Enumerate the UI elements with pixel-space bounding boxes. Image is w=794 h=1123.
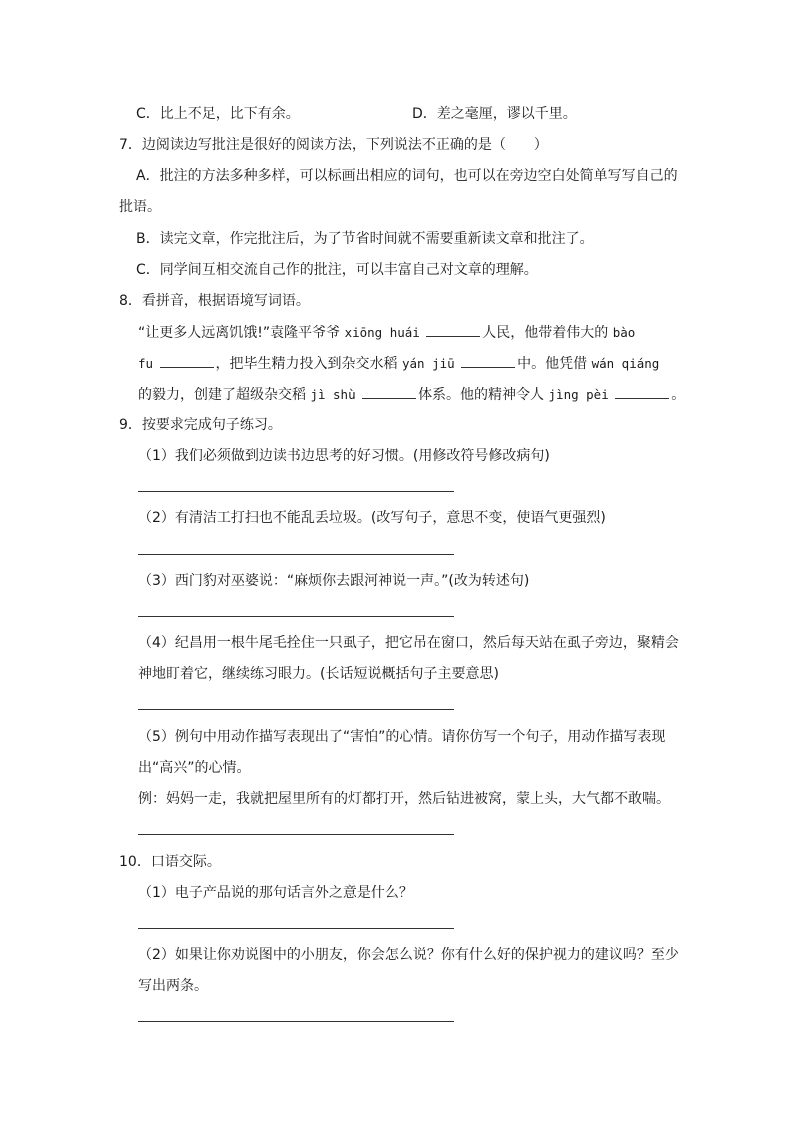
q8-text: “让更多人远离饥饿!”袁隆平爷爷 xyxy=(138,325,341,341)
q9-sub-4: （4）纪昌用一根牛尾毛拴住一只虱子，把它吊在窗口，然后每天站在虱子旁边，聚精会 xyxy=(138,635,679,651)
q10-sub-1: （1）电子产品说的那句话言外之意是什么？ xyxy=(138,885,413,901)
blank-5[interactable] xyxy=(362,384,416,399)
q6-option-c: C．比上不足，比下有余。 xyxy=(136,106,300,122)
q8-text: 的毅力，创建了超级杂交稻 xyxy=(138,387,306,403)
q9-sub-1: （1）我们必须做到边读书边思考的好习惯。(用修改符号修改病句) xyxy=(138,448,550,464)
q7-option-c: C．同学间互相交流自己作的批注，可以丰富自己对文章的理解。 xyxy=(136,262,538,278)
q9-stem: 9．按要求完成句子练习。 xyxy=(119,417,282,433)
q8-text: 中。他凭借 xyxy=(517,356,588,372)
pinyin-fu: fu xyxy=(138,356,154,371)
q8-text: 体系。他的精神令人 xyxy=(418,387,545,403)
blank-3[interactable] xyxy=(461,353,515,368)
pinyin-yan-jiu: yán jiū xyxy=(401,356,455,371)
q7-option-a: A．批注的方法多种多样，可以标画出相应的词句，也可以在旁边空白处简单写写自己的 xyxy=(136,168,678,184)
answer-line-9-1[interactable] xyxy=(138,491,454,492)
blank-6[interactable] xyxy=(615,384,669,399)
q9-sub-2: （2）有清洁工打扫也不能乱丢垃圾。(改写句子，意思不变，使语气更强烈) xyxy=(138,510,606,526)
answer-line-9-4[interactable] xyxy=(138,709,454,710)
q8-text: ，把毕生精力投入到杂交水稻 xyxy=(215,356,398,372)
q9-sub-3: （3）西门豹对巫婆说：“麻烦你去跟河神说一声。”(改为转述句) xyxy=(138,573,530,589)
q9-sub-5-example: 例：妈妈一走，我就把屋里所有的灯都打开，然后钻进被窝，蒙上头，大气都不敢喘。 xyxy=(138,791,670,807)
answer-line-9-2[interactable] xyxy=(138,554,454,555)
q7-stem: 7．边阅读边写批注是很好的阅读方法，下列说法不正确的是（ ） xyxy=(119,137,548,153)
pinyin-ji-shu: jì shù xyxy=(310,387,356,402)
q9-sub-4-cont: 神地盯着它，继续练习眼力。(长话短说概括句子主要意思) xyxy=(138,666,499,682)
q8-line-3 xyxy=(138,384,685,404)
q10-stem: 10．口语交际。 xyxy=(119,854,221,870)
q10-sub-2: （2）如果让你劝说图中的小朋友，你会怎么说？你有什么好的保护视力的建议吗？至少 xyxy=(138,947,679,963)
q8-text: 人民，他带着伟大的 xyxy=(482,325,609,341)
q8-stem: 8．看拼音，根据语境写词语。 xyxy=(119,293,310,309)
answer-line-9-5[interactable] xyxy=(138,834,454,835)
pinyin-xiong-huai: xiōng huái xyxy=(344,325,420,340)
q6-option-d: D．差之毫厘，谬以千里。 xyxy=(412,106,577,122)
blank-1[interactable] xyxy=(426,322,480,337)
pinyin-wan-qiang: wán qiáng xyxy=(591,356,660,371)
q7-option-b: B．读完文章，作完批注后，为了节省时间就不需要重新读文章和批注了。 xyxy=(136,231,594,247)
pinyin-jing-pei: jìng pèi xyxy=(548,387,609,402)
q7-option-a-cont: 批语。 xyxy=(119,199,161,215)
q10-sub-2-cont: 写出两条。 xyxy=(138,978,208,994)
q8-text: 。 xyxy=(671,387,686,403)
answer-line-9-3[interactable] xyxy=(138,616,454,617)
q8-line-2 xyxy=(138,353,659,373)
answer-line-10-1[interactable] xyxy=(138,928,454,929)
q9-sub-5: （5）例句中用动作描写表现出了“害怕”的心情。请你仿写一个句子，用动作描写表现 xyxy=(138,729,666,745)
answer-line-10-2[interactable] xyxy=(138,1021,454,1022)
q8-line-1 xyxy=(138,322,635,342)
pinyin-bao: bào xyxy=(612,325,636,340)
blank-2[interactable] xyxy=(160,353,214,368)
q9-sub-5-cont: 出“高兴”的心情。 xyxy=(138,760,251,776)
